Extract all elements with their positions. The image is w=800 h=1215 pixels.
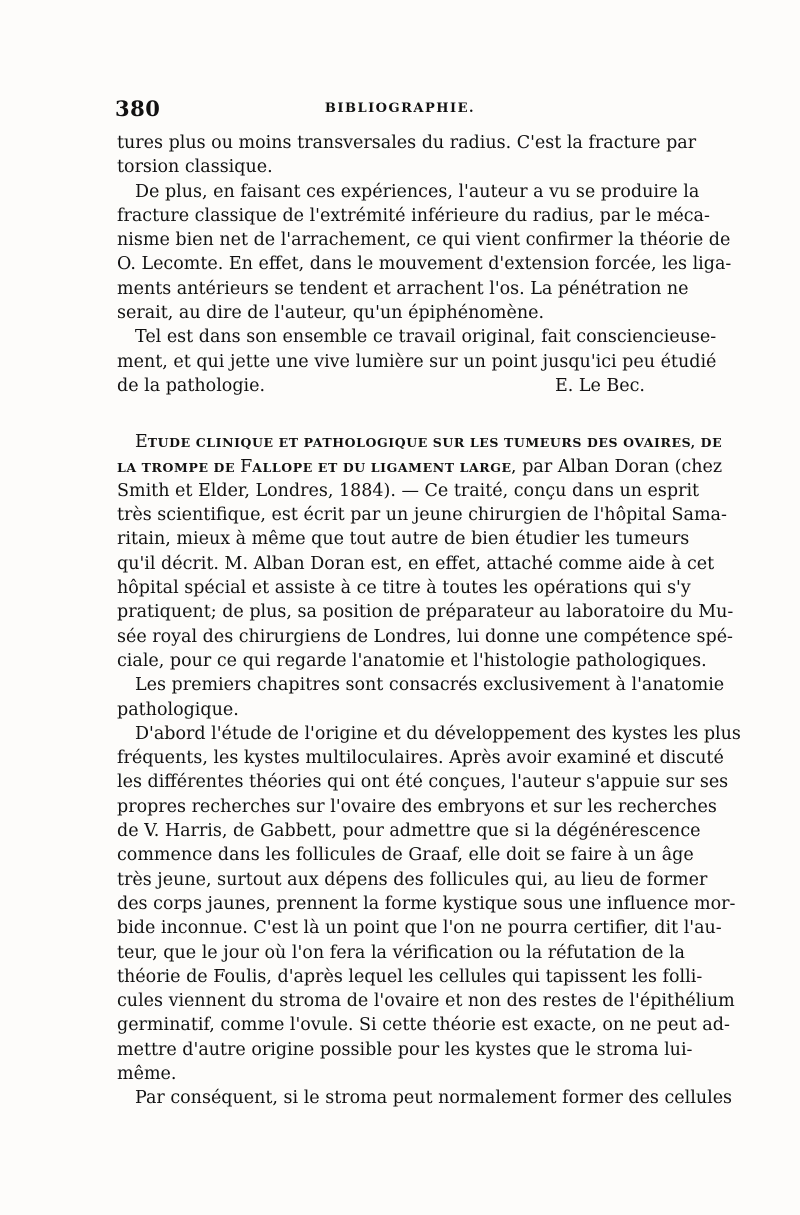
body-line: mettre d'autre origine possible pour les kystes que le stroma lui- xyxy=(117,1039,693,1060)
body-line: pratiquent; de plus, sa position de préparateur au laboratoire du Mu- xyxy=(117,602,734,623)
body-line: ciale, pour ce qui regarde l'anatomie et l'histologie pathologiques. xyxy=(117,650,707,671)
body-line: très jeune, surtout aux dépens des follicules qui, au lieu de former xyxy=(117,869,708,890)
body-line: O. Lecomte. En effet, dans le mouvement d'extension forcée, les liga- xyxy=(117,254,732,275)
body-line: de la pathologie. xyxy=(117,375,266,396)
title-smallcaps: LA TROMPE DE xyxy=(117,459,241,475)
title-smallcaps: ALLOPE ET DU LIGAMENT LARGE, xyxy=(252,459,517,475)
body-line: germinatif, comme l'ovule. Si cette théorie est exacte, on ne peut ad- xyxy=(117,1015,730,1036)
body-line: propres recherches sur l'ovaire des embryons et sur les recherches xyxy=(117,796,717,817)
body-line: de V. Harris, de Gabbett, pour admettre que si la dégénérescence xyxy=(117,821,701,842)
body-line: fracture classique de l'extrémité inférieure du radius, par le méca- xyxy=(117,205,710,226)
page-body xyxy=(117,131,741,1111)
body-line: hôpital spécial et assiste à ce titre à toutes les opérations qui s'y xyxy=(117,578,691,599)
body-line: teur, que le jour où l'on fera la vérification ou la réfutation de la xyxy=(117,942,685,963)
body-line: cules viennent du stroma de l'ovaire et non des restes de l'épithélium xyxy=(117,991,735,1012)
body-line: qu'il décrit. M. Alban Doran est, en effet, attaché comme aide à cet xyxy=(117,553,715,574)
body-line: commence dans les follicules de Graaf, elle doit se faire à un âge xyxy=(117,845,694,866)
review-signature: E. Le Bec. xyxy=(554,375,645,396)
body-line: théorie de Foulis, d'après lequel les cellules qui tapissent les folli- xyxy=(117,966,703,987)
title-initial: F xyxy=(240,456,253,477)
body-line: Tel est dans son ensemble ce travail original, fait consciencieuse- xyxy=(135,327,717,348)
review-title-line xyxy=(117,455,723,479)
body-line: ments antérieurs se tendent et arrachent l'os. La pénétration ne xyxy=(117,278,689,299)
body-line: très scientifique, est écrit par un jeune chirurgien de l'hôpital Sama- xyxy=(117,505,727,526)
body-line: nisme bien net de l'arrachement, ce qui vient confirmer la théorie de xyxy=(117,230,731,251)
body-line: les différentes théories qui ont été conçues, l'auteur s'appuie sur ses xyxy=(117,772,729,793)
section-gap xyxy=(117,398,685,430)
body-line: pathologique. xyxy=(117,699,239,720)
body-line: Smith et Elder, Londres, 1884). — Ce traité, conçu dans un esprit xyxy=(117,480,700,501)
body-line: torsion classique. xyxy=(117,157,273,178)
body-line: ment, et qui jette une vive lumière sur un point jusqu'ici peu étudié xyxy=(117,351,717,372)
page-number: 380 xyxy=(115,96,161,121)
body-line: De plus, en faisant ces expériences, l'auteur a vu se produire la xyxy=(135,181,700,202)
body-line: ritain, mieux à même que tout autre de bien étudier les tumeurs xyxy=(117,529,690,550)
review-title-line xyxy=(117,430,723,454)
body-line: bide inconnue. C'est là un point que l'on ne pourra certifier, dit l'au- xyxy=(117,918,722,939)
body-line: sée royal des chirurgiens de Londres, lui donne une compétence spé- xyxy=(117,626,733,647)
title-author: par Alban Doran (chez xyxy=(516,456,723,477)
body-line: fréquents, les kystes multiloculaires. Après avoir examiné et discuté xyxy=(117,748,724,769)
body-line: Les premiers chapitres sont consacrés exclusivement à l'anatomie xyxy=(135,675,725,696)
running-title: BIBLIOGRAPHIE. xyxy=(324,101,476,116)
running-header xyxy=(115,96,685,126)
body-line: Par conséquent, si le stroma peut normalement former des cellules xyxy=(135,1088,733,1109)
body-line: D'abord l'étude de l'origine et du développement des kystes les plus xyxy=(135,723,741,744)
body-line: même. xyxy=(117,1063,177,1084)
body-line: serait, au dire de l'auteur, qu'un épiphénomène. xyxy=(117,303,545,324)
title-smallcaps: TUDE CLINIQUE ET PATHOLOGIQUE SUR LES TUMEURS DES OVAIRES, DE xyxy=(147,435,723,451)
body-line: des corps jaunes, prennent la forme kystique sous une influence mor- xyxy=(117,893,736,914)
title-initial: E xyxy=(135,432,148,453)
body-line-with-signature xyxy=(117,374,685,398)
body-line: tures plus ou moins transversales du radius. C'est la fracture par xyxy=(117,133,697,153)
